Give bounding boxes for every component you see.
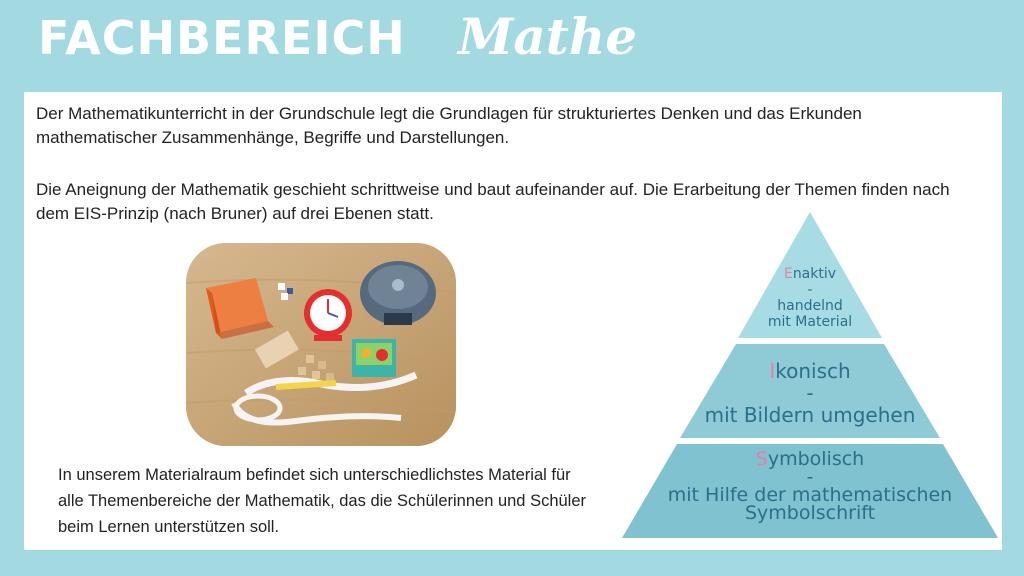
page-title: FACHBEREICH	[38, 11, 406, 65]
level-dash: -	[806, 381, 814, 405]
materials-caption: In unserem Materialraum befindet sich unterschiedlichstes Material für alle Themenbereiche der Mathematik, das die Schülerinnen und Schüler beim Lernen unterstützen soll.	[58, 466, 587, 536]
materials-illustration	[186, 243, 456, 446]
level-desc-line1: mit Hilfe der mathematischen	[667, 484, 953, 506]
pyramid-bottom-label	[630, 450, 990, 522]
eis-pyramid	[620, 210, 1000, 545]
page-subtitle: Mathe	[458, 7, 638, 66]
level-dash: -	[807, 282, 813, 298]
level-initial-s: S	[755, 448, 768, 470]
pyramid-top-label	[730, 266, 890, 330]
intro-paragraph-1: Der Mathematikunterricht in der Grundschule legt die Grundlagen für strukturiertes Denken und das Erkunden mathematischer Zusammenhänge, Begriffe und Darstellungen.	[36, 104, 862, 147]
intro-paragraph-2: Die Aneignung der Mathematik geschieht schrittweise und baut aufeinander auf. Die Erarbeitung der Themen finden nach dem EIS-Prinzip (nach Bruner) auf drei Ebenen statt.	[36, 180, 950, 223]
level-initial-i: I	[769, 359, 776, 383]
pyramid-middle-label	[680, 360, 940, 426]
level-name-ikonisch: konisch	[775, 359, 851, 383]
level-name-symbolisch: ymbolisch	[767, 448, 865, 470]
level-desc-line1: mit Bildern umgehen	[704, 403, 916, 427]
level-desc-line2: mit Material	[767, 314, 853, 330]
materials-photo	[186, 243, 456, 446]
level-dash: -	[806, 466, 814, 488]
level-desc-line2: Symbolschrift	[744, 502, 876, 524]
level-name-enaktiv: naktiv	[792, 266, 837, 282]
level-desc-line1: handelnd	[777, 298, 843, 314]
level-initial-e: E	[783, 266, 793, 282]
